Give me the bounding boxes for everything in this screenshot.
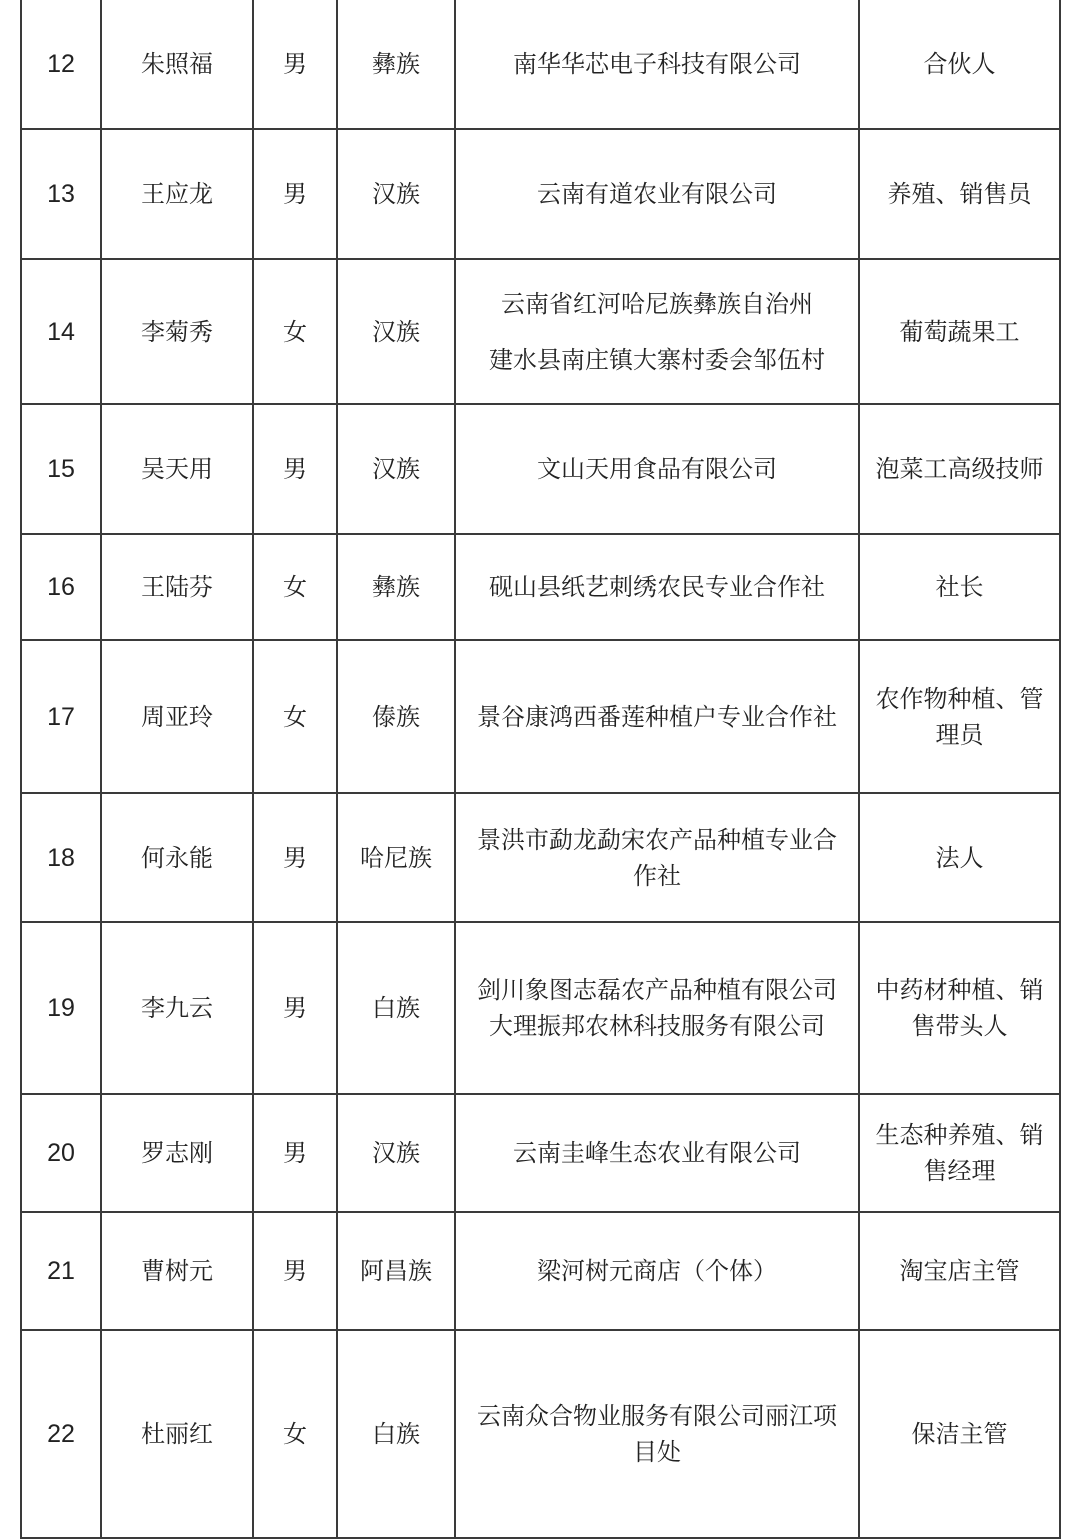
position-line: 淘宝店主管 — [899, 1257, 1020, 1285]
organization — [455, 0, 859, 129]
table-body — [21, 0, 1060, 1538]
position-line: 理员 — [935, 720, 984, 749]
organization — [455, 793, 859, 922]
position — [859, 1212, 1060, 1330]
ethnicity: 汉族 — [337, 129, 455, 259]
table-row — [21, 1212, 1060, 1330]
person-name: 何永能 — [101, 793, 253, 922]
position-line: 农作物种植、管 — [875, 684, 1044, 713]
row-number: 22 — [21, 1330, 101, 1538]
row-number: 15 — [21, 404, 101, 534]
table-row — [21, 129, 1060, 259]
table-row — [21, 259, 1060, 404]
row-number: 18 — [21, 793, 101, 922]
awardee-table-sheet — [20, 0, 1059, 1539]
person-name: 曹树元 — [101, 1212, 253, 1330]
organization-line: 大理振邦农林科技服务有限公司 — [489, 1012, 825, 1040]
organization — [455, 640, 859, 793]
organization-line: 梁河树元商店（个体） — [537, 1257, 777, 1285]
organization — [455, 1094, 859, 1212]
ethnicity: 汉族 — [337, 259, 455, 404]
gender: 男 — [253, 1094, 337, 1212]
table-row — [21, 534, 1060, 640]
row-number: 17 — [21, 640, 101, 793]
organization-line: 建水县南庄镇大寨村委会邹伍村 — [489, 345, 825, 374]
person-name: 杜丽红 — [101, 1330, 253, 1538]
gender: 男 — [253, 0, 337, 129]
person-name: 李菊秀 — [101, 259, 253, 404]
organization — [455, 1212, 859, 1330]
organization — [455, 534, 859, 640]
gender: 女 — [253, 1330, 337, 1538]
row-number: 20 — [21, 1094, 101, 1212]
person-name: 周亚玲 — [101, 640, 253, 793]
ethnicity: 白族 — [337, 922, 455, 1094]
table-row — [21, 922, 1060, 1094]
organization-line: 云南有道农业有限公司 — [537, 180, 777, 208]
table-row — [21, 1330, 1060, 1538]
ethnicity: 汉族 — [337, 404, 455, 534]
table-row — [21, 793, 1060, 922]
table-row — [21, 0, 1060, 129]
position-line: 生态种养殖、销 — [875, 1121, 1044, 1149]
gender: 男 — [253, 1212, 337, 1330]
organization-line: 文山天用食品有限公司 — [537, 455, 777, 483]
position-line: 葡萄蔬果工 — [899, 317, 1020, 346]
person-name: 吴天用 — [101, 404, 253, 534]
table-row — [21, 1094, 1060, 1212]
organization-line: 云南省红河哈尼族彝族自治州 — [501, 289, 813, 318]
position — [859, 404, 1060, 534]
gender: 男 — [253, 922, 337, 1094]
position-line: 合伙人 — [923, 50, 996, 78]
organization-line: 云南圭峰生态农业有限公司 — [513, 1139, 801, 1167]
organization-line: 云南众合物业服务有限公司丽江项 — [477, 1402, 837, 1430]
position — [859, 922, 1060, 1094]
person-name: 王陆芬 — [101, 534, 253, 640]
gender: 男 — [253, 129, 337, 259]
row-number: 16 — [21, 534, 101, 640]
organization — [455, 922, 859, 1094]
ethnicity: 阿昌族 — [337, 1212, 455, 1330]
organization-line: 景洪市勐龙勐宋农产品种植专业合 — [477, 825, 837, 854]
position-line: 泡菜工高级技师 — [875, 455, 1044, 483]
awardee-table — [20, 0, 1061, 1539]
position-line: 中药材种植、销 — [875, 976, 1044, 1004]
position — [859, 534, 1060, 640]
row-number: 13 — [21, 129, 101, 259]
position — [859, 259, 1060, 404]
ethnicity: 彝族 — [337, 0, 455, 129]
row-number: 21 — [21, 1212, 101, 1330]
position-line: 保洁主管 — [911, 1420, 1008, 1448]
ethnicity: 汉族 — [337, 1094, 455, 1212]
gender: 女 — [253, 259, 337, 404]
position-line: 养殖、销售员 — [887, 180, 1032, 208]
gender: 男 — [253, 793, 337, 922]
row-number: 19 — [21, 922, 101, 1094]
position — [859, 0, 1060, 129]
organization-line: 目处 — [633, 1438, 681, 1466]
position — [859, 1330, 1060, 1538]
person-name: 朱照福 — [101, 0, 253, 129]
organization — [455, 404, 859, 534]
position — [859, 1094, 1060, 1212]
row-number: 14 — [21, 259, 101, 404]
organization-line: 作社 — [633, 861, 681, 890]
position — [859, 793, 1060, 922]
organization — [455, 259, 859, 404]
organization-line: 剑川象图志磊农产品种植有限公司 — [477, 976, 837, 1004]
position-line: 售带头人 — [911, 1012, 1008, 1040]
ethnicity: 哈尼族 — [337, 793, 455, 922]
position-line: 社长 — [935, 573, 984, 601]
gender: 女 — [253, 534, 337, 640]
organization-line: 砚山县纸艺刺绣农民专业合作社 — [489, 573, 825, 601]
ethnicity: 傣族 — [337, 640, 455, 793]
gender: 男 — [253, 404, 337, 534]
organization — [455, 1330, 859, 1538]
ethnicity: 白族 — [337, 1330, 455, 1538]
gender: 女 — [253, 640, 337, 793]
organization-line: 景谷康鸿西番莲种植户专业合作社 — [477, 702, 837, 731]
position — [859, 640, 1060, 793]
person-name: 李九云 — [101, 922, 253, 1094]
ethnicity: 彝族 — [337, 534, 455, 640]
person-name: 罗志刚 — [101, 1094, 253, 1212]
position-line: 售经理 — [923, 1157, 996, 1185]
organization-line: 南华华芯电子科技有限公司 — [513, 50, 801, 78]
person-name: 王应龙 — [101, 129, 253, 259]
organization — [455, 129, 859, 259]
position — [859, 129, 1060, 259]
row-number: 12 — [21, 0, 101, 129]
table-row — [21, 404, 1060, 534]
position-line: 法人 — [935, 843, 984, 872]
table-row — [21, 640, 1060, 793]
